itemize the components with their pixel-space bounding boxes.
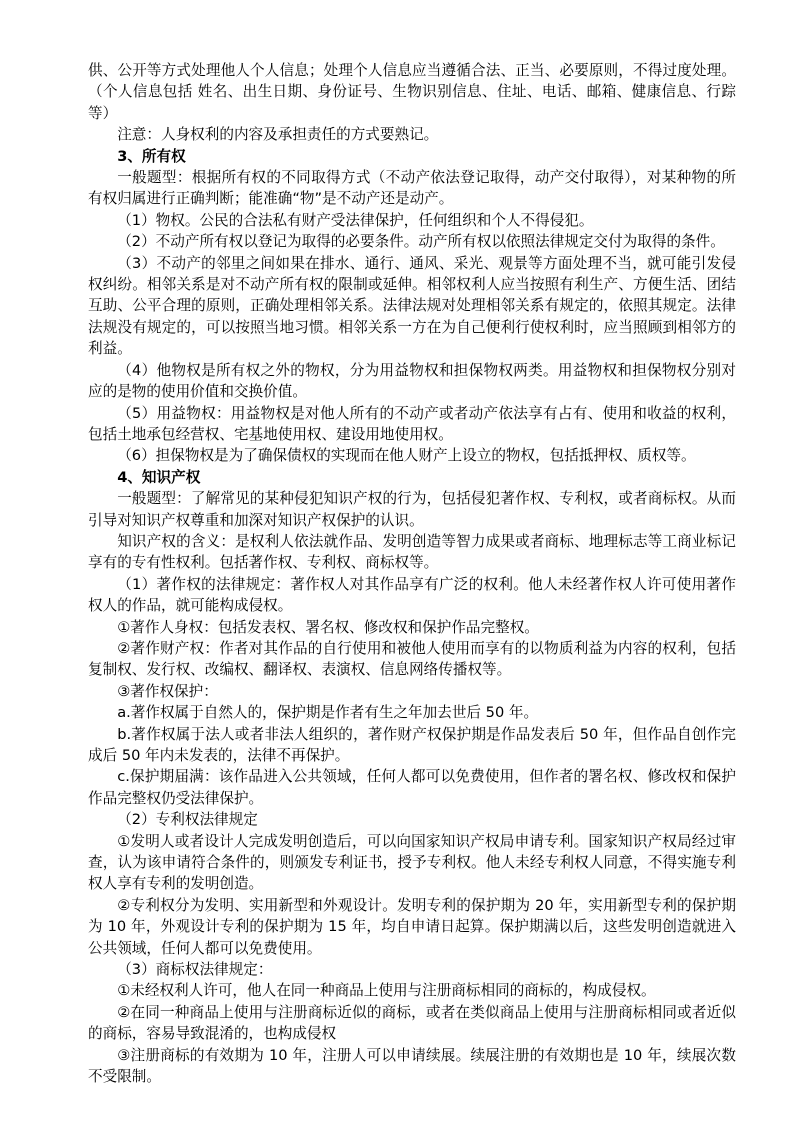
body-paragraph: ②专利权分为发明、实用新型和外观设计。发明专利的保护期为 20 年，实用新型专利的保护期为 10 年，外观设计专利的保护期为 15 年，均自申请日起算。保护期满以后，这些发明创造就进入公共领域，任何人都可以免费使用。: [88, 896, 736, 957]
body-paragraph: ②著作财产权：作者对其作品的自行使用和被他人使用而享有的以物质利益为内容的权利，包括复制权、发行权、改编权、翻译权、表演权、信息网络传播权等。: [88, 639, 736, 679]
body-paragraph: 知识产权的含义：是权利人依法就作品、发明创造等智力成果或者商标、地理标志等工商业标记享有的专有性权利。包括著作权、专利权、商标权等。: [88, 532, 736, 572]
body-paragraph: （2）不动产所有权以登记为取得的必要条件。动产所有权以依照法律规定交付为取得的条件。: [117, 233, 725, 251]
body-paragraph: （5）用益物权：用益物权是对他人所有的不动产或者动产依法享有占有、使用和收益的权利，包括土地承包经营权、宅基地使用权、建设用地使用权。: [88, 404, 736, 443]
body-paragraph: （3）不动产的邻里之间如果在排水、通行、通风、采光、观景等方面处理不当，就可能引发侵权纠纷。相邻关系是对不动产所有权的限制或延伸。相邻权利人应当按照有利生产、方便生活、团结互助、公平合理的原则，正确处理相邻关系。法律法规对处理相邻关系有规定的，依照其规定。法律法规没有规定的，可以按照当地习惯。相邻关系一方在为自己便利行使权利时，应当照顾到相邻方的利益。: [88, 254, 736, 358]
body-paragraph: ①著作人身权：包括发表权、署名权、修改权和保护作品完整权。: [117, 618, 539, 636]
body-paragraph: ③注册商标的有效期为 10 年，注册人可以申请续展。续展注册的有效期也是 10 年，续展次数不受限制。: [88, 1046, 736, 1086]
body-paragraph: ②在同一种商品上使用与注册商标近似的商标，或者在类似商品上使用与注册商标相同或者近似的商标，容易导致混淆的，也构成侵权: [88, 1003, 736, 1043]
body-paragraph: （2）专利权法律规定: [117, 811, 258, 829]
body-paragraph: ①未经权利人许可，他人在同一种商品上使用与注册商标相同的商标的，构成侵权。: [117, 982, 656, 1000]
body-paragraph: b.著作权属于法人或者非法人组织的，著作财产权保护期是作品发表后 50 年，但作品自创作完成后 50 年内未发表的，法律不再保护。: [88, 725, 736, 764]
section-heading: 3、所有权: [117, 147, 186, 165]
section-heading: 4、知识产权: [117, 468, 201, 486]
document-body: [88, 60, 736, 1088]
body-paragraph: （6）担保物权是为了确保债权的实现而在他人财产上设立的物权，包括抵押权、质权等。: [117, 447, 696, 465]
body-paragraph: （3）商标权法律规定：: [117, 961, 273, 979]
body-paragraph: a.著作权属于自然人的，保护期是作者有生之年加去世后 50 年。: [117, 704, 539, 722]
body-paragraph: （1）著作权的法律规定：著作权人对其作品享有广泛的权利。他人未经著作权人许可使用著作权人的作品，就可能构成侵权。: [88, 575, 736, 615]
body-paragraph: 一般题型：了解常见的某种侵犯知识产权的行为，包括侵犯著作权、专利权，或者商标权。从而引导对知识产权尊重和加深对知识产权保护的认识。: [88, 490, 736, 529]
body-paragraph: （4）他物权是所有权之外的物权，分为用益物权和担保物权两类。用益物权和担保物权分别对应的是物的使用价值和交换价值。: [88, 361, 736, 401]
body-paragraph: 供、公开等方式处理他人个人信息；处理个人信息应当遵循合法、正当、必要原则，不得过度处理。（个人信息包括 姓名、出生日期、身份证号、生物识别信息、住址、电话、邮箱、健康信息、行踪等）: [88, 62, 736, 122]
body-paragraph: ①发明人或者设计人完成发明创造后，可以向国家知识产权局申请专利。国家知识产权局经过审查，认为该申请符合条件的，则颁发专利证书，授予专利权。他人未经专利权人同意，不得实施专利权人享有专利的发明创造。: [88, 832, 736, 893]
body-paragraph: ③著作权保护：: [117, 682, 218, 700]
body-paragraph: 一般题型：根据所有权的不同取得方式（不动产依法登记取得，动产交付取得），对某种物的所有权归属进行正确判断；能准确“物”是不动产还是动产。: [88, 169, 736, 208]
body-paragraph: 注意：人身权利的内容及承担责任的方式要熟记。: [117, 126, 439, 144]
body-paragraph: （1）物权。公民的合法私有财产受法律保护，任何组织和个人不得侵犯。: [117, 211, 594, 229]
body-paragraph: c.保护期届满：该作品进入公共领域，任何人都可以免费使用，但作者的署名权、修改权和保护作品完整权仍受法律保护。: [88, 768, 736, 807]
